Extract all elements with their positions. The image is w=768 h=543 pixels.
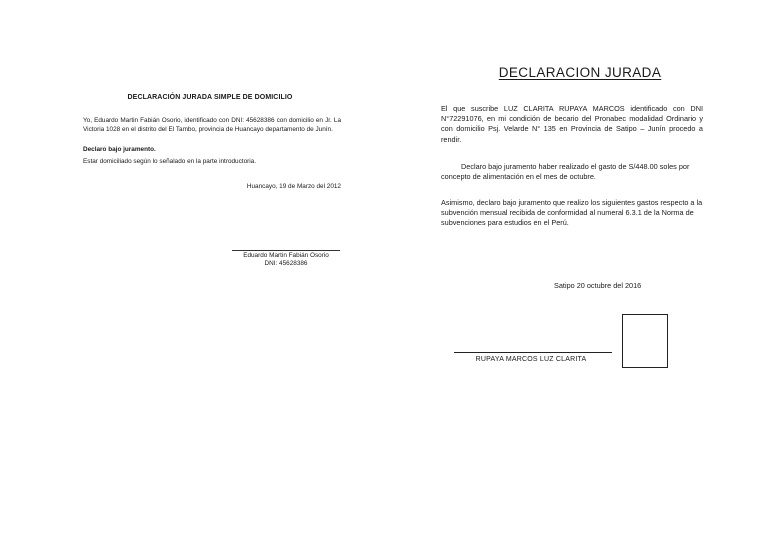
right-doc-signer-name: RUPAYA MARCOS LUZ CLARITA <box>475 356 587 363</box>
right-document <box>384 0 768 543</box>
left-doc-signature-line <box>232 250 340 251</box>
left-doc-signer <box>220 252 352 267</box>
left-doc-statement: Estar domiciliado según lo señalado en la parte introductoria. <box>83 158 257 165</box>
fingerprint-box <box>622 314 668 368</box>
right-doc-title: DECLARACION JURADA <box>498 65 662 80</box>
right-doc-paragraph-2: Declaro bajo juramento haber realizado el gasto de S/448.00 soles por concepto de alimentación en el mes de octubre. <box>441 162 690 182</box>
left-doc-date: Huancayo, 19 de Marzo del 2012 <box>246 183 341 190</box>
right-doc-signature-line <box>454 352 612 353</box>
right-doc-date: Satipo 20 octubre del 2016 <box>554 281 642 290</box>
right-doc-paragraph-3: Asimismo, declaro bajo juramento que realizo los siguientes gastos respecto a la subvención mensual recibida de conformidad al numeral 6.3.1 de la Norma de subvenciones para estudios en el Perú. <box>441 198 703 227</box>
left-doc-signer-name: Eduardo Martin Fabián Osorio <box>243 252 329 259</box>
left-doc-paragraph: Yo, Eduardo Martin Fabián Osorio, identificado con DNI: 45628386 con domicilio en Jr. La Victoria 1028 en el distrito del El Tambo, provincia de Huancayo departamento de Junín. <box>83 117 341 133</box>
left-doc-bold-line: Declaro bajo juramento. <box>83 146 156 153</box>
right-doc-paragraph-1: El que suscribe LUZ CLARITA RUPAYA MARCOS identificado con DNI N°72291076, en mi condición de becario del Pronabec modalidad Ordinario y con domicilio Psj. Velarde N° 135 en Provincia de Satipo – Junín procedo a rendir. <box>441 104 703 144</box>
left-doc-title: DECLARACIÓN JURADA SIMPLE DE DOMICILIO <box>127 94 293 101</box>
left-doc-signer-dni: DNI: 45628386 <box>264 259 308 267</box>
